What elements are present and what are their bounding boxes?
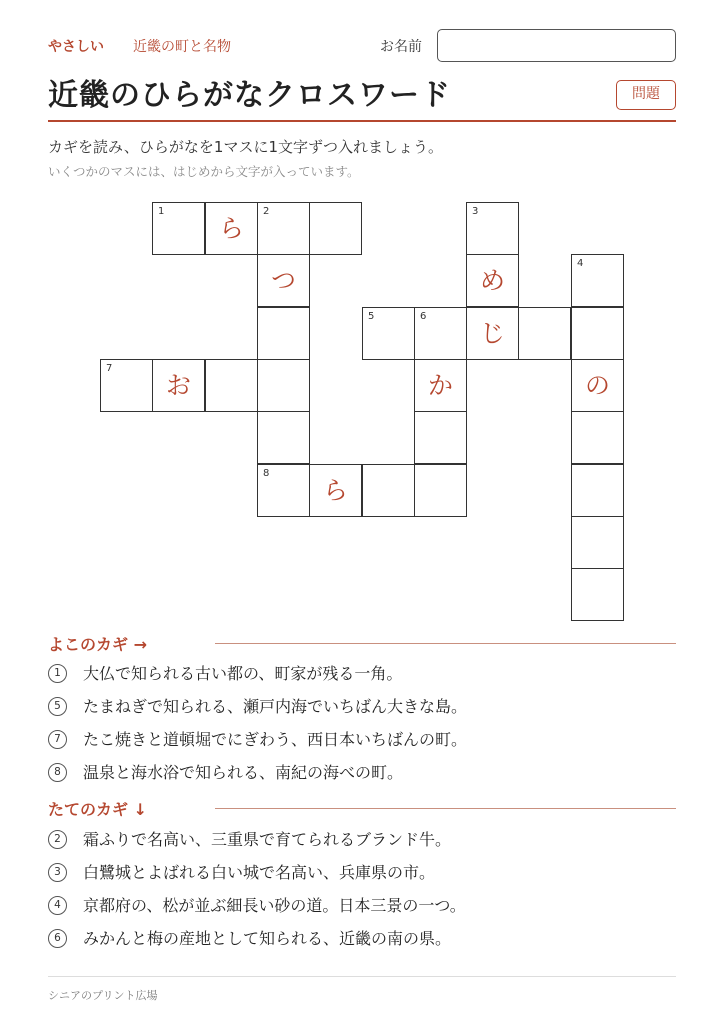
clue-number: 1 <box>48 664 67 683</box>
given-letter: お <box>165 371 191 400</box>
crossword-cell[interactable] <box>571 568 624 621</box>
crossword-cell[interactable] <box>466 307 519 360</box>
clue-text: 霜ふりで名高い、三重県で育てられるブランド牛。 <box>83 830 452 849</box>
name-field[interactable] <box>437 29 676 62</box>
cell-number: 3 <box>472 206 479 217</box>
crossword-cell[interactable] <box>152 202 205 255</box>
clue-number: 4 <box>48 896 67 915</box>
cell-number: 5 <box>368 311 375 322</box>
crossword-cell[interactable] <box>257 411 310 464</box>
clue-number: 8 <box>48 763 67 782</box>
clue-text: 温泉と海水浴で知られる、南紀の海べの町。 <box>83 763 404 782</box>
crossword-cell[interactable] <box>414 464 467 517</box>
crossword-cell[interactable] <box>414 411 467 464</box>
clue-number: 3 <box>48 863 67 882</box>
cell-number: 6 <box>420 311 427 322</box>
problem-badge: 問題 <box>616 80 676 110</box>
crossword-cell[interactable] <box>100 359 153 412</box>
crossword-cell[interactable] <box>571 464 624 517</box>
cell-number: 4 <box>577 258 584 269</box>
instruction-sub: いくつかのマスには、はじめから文字が入っています。 <box>48 164 360 179</box>
footer-credit: シニアのプリント広場 <box>48 989 158 1002</box>
crossword-cell[interactable] <box>257 254 310 307</box>
crossword-cell[interactable] <box>257 307 310 360</box>
crossword-cell[interactable] <box>571 516 624 569</box>
crossword-cell[interactable] <box>518 307 571 360</box>
name-label: お名前 <box>380 39 422 55</box>
given-letter: つ <box>270 266 296 295</box>
title-divider <box>48 120 676 122</box>
crossword-cell[interactable] <box>571 307 624 360</box>
given-letter: の <box>584 371 610 400</box>
theme-label: 近畿の町と名物 <box>133 39 231 55</box>
crossword-cell[interactable] <box>362 464 415 517</box>
crossword-cell[interactable] <box>571 411 624 464</box>
crossword-cell[interactable] <box>152 359 205 412</box>
crossword-cell[interactable] <box>466 254 519 307</box>
given-letter: め <box>479 266 505 295</box>
clue-number: 2 <box>48 830 67 849</box>
cell-number: 1 <box>158 206 165 217</box>
crossword-cell[interactable] <box>466 202 519 255</box>
crossword-cell[interactable] <box>257 359 310 412</box>
clue-text: みかんと梅の産地として知られる、近畿の南の県。 <box>83 929 452 948</box>
crossword-cell[interactable] <box>309 202 362 255</box>
clue-number: 6 <box>48 929 67 948</box>
down-heading: たてのカギ ↓ <box>48 800 147 819</box>
across-heading: よこのカギ → <box>48 635 147 654</box>
crossword-cell[interactable] <box>257 202 310 255</box>
given-letter: ら <box>322 476 348 505</box>
header-top-row <box>48 34 676 64</box>
crossword-cell[interactable] <box>257 464 310 517</box>
down-heading-rule <box>215 808 676 809</box>
clue-text: たまねぎで知られる、瀬戸内海でいちばん大きな島。 <box>83 697 468 716</box>
clue-text: たこ焼きと道頓堀でにぎわう、西日本いちばんの町。 <box>83 730 468 749</box>
level-label: やさしい <box>48 39 104 55</box>
crossword-cell[interactable] <box>414 359 467 412</box>
page-title: 近畿のひらがなクロスワード <box>48 78 451 113</box>
given-letter: じ <box>479 319 505 348</box>
cell-number: 2 <box>263 206 270 217</box>
given-letter: か <box>427 371 453 400</box>
clue-number: 7 <box>48 730 67 749</box>
crossword-cell[interactable] <box>414 307 467 360</box>
cell-number: 8 <box>263 468 270 479</box>
across-heading-rule <box>215 643 676 644</box>
clue-text: 大仏で知られる古い都の、町家が残る一角。 <box>83 664 403 683</box>
clue-text: 白鷺城とよばれる白い城で名高い、兵庫県の市。 <box>83 863 436 882</box>
cell-number: 7 <box>106 363 113 374</box>
given-letter: ら <box>218 214 244 243</box>
instruction-main: カギを読み、ひらがなを1マスに1文字ずつ入れましょう。 <box>48 138 443 156</box>
clue-text: 京都府の、松が並ぶ細長い砂の道。日本三景の一つ。 <box>83 896 466 915</box>
crossword-cell[interactable] <box>309 464 362 517</box>
clue-number: 5 <box>48 697 67 716</box>
crossword-cell[interactable] <box>362 307 415 360</box>
footer-divider <box>48 976 676 977</box>
crossword-cell[interactable] <box>205 202 258 255</box>
crossword-cell[interactable] <box>571 254 624 307</box>
crossword-cell[interactable] <box>205 359 258 412</box>
crossword-cell[interactable] <box>571 359 624 412</box>
